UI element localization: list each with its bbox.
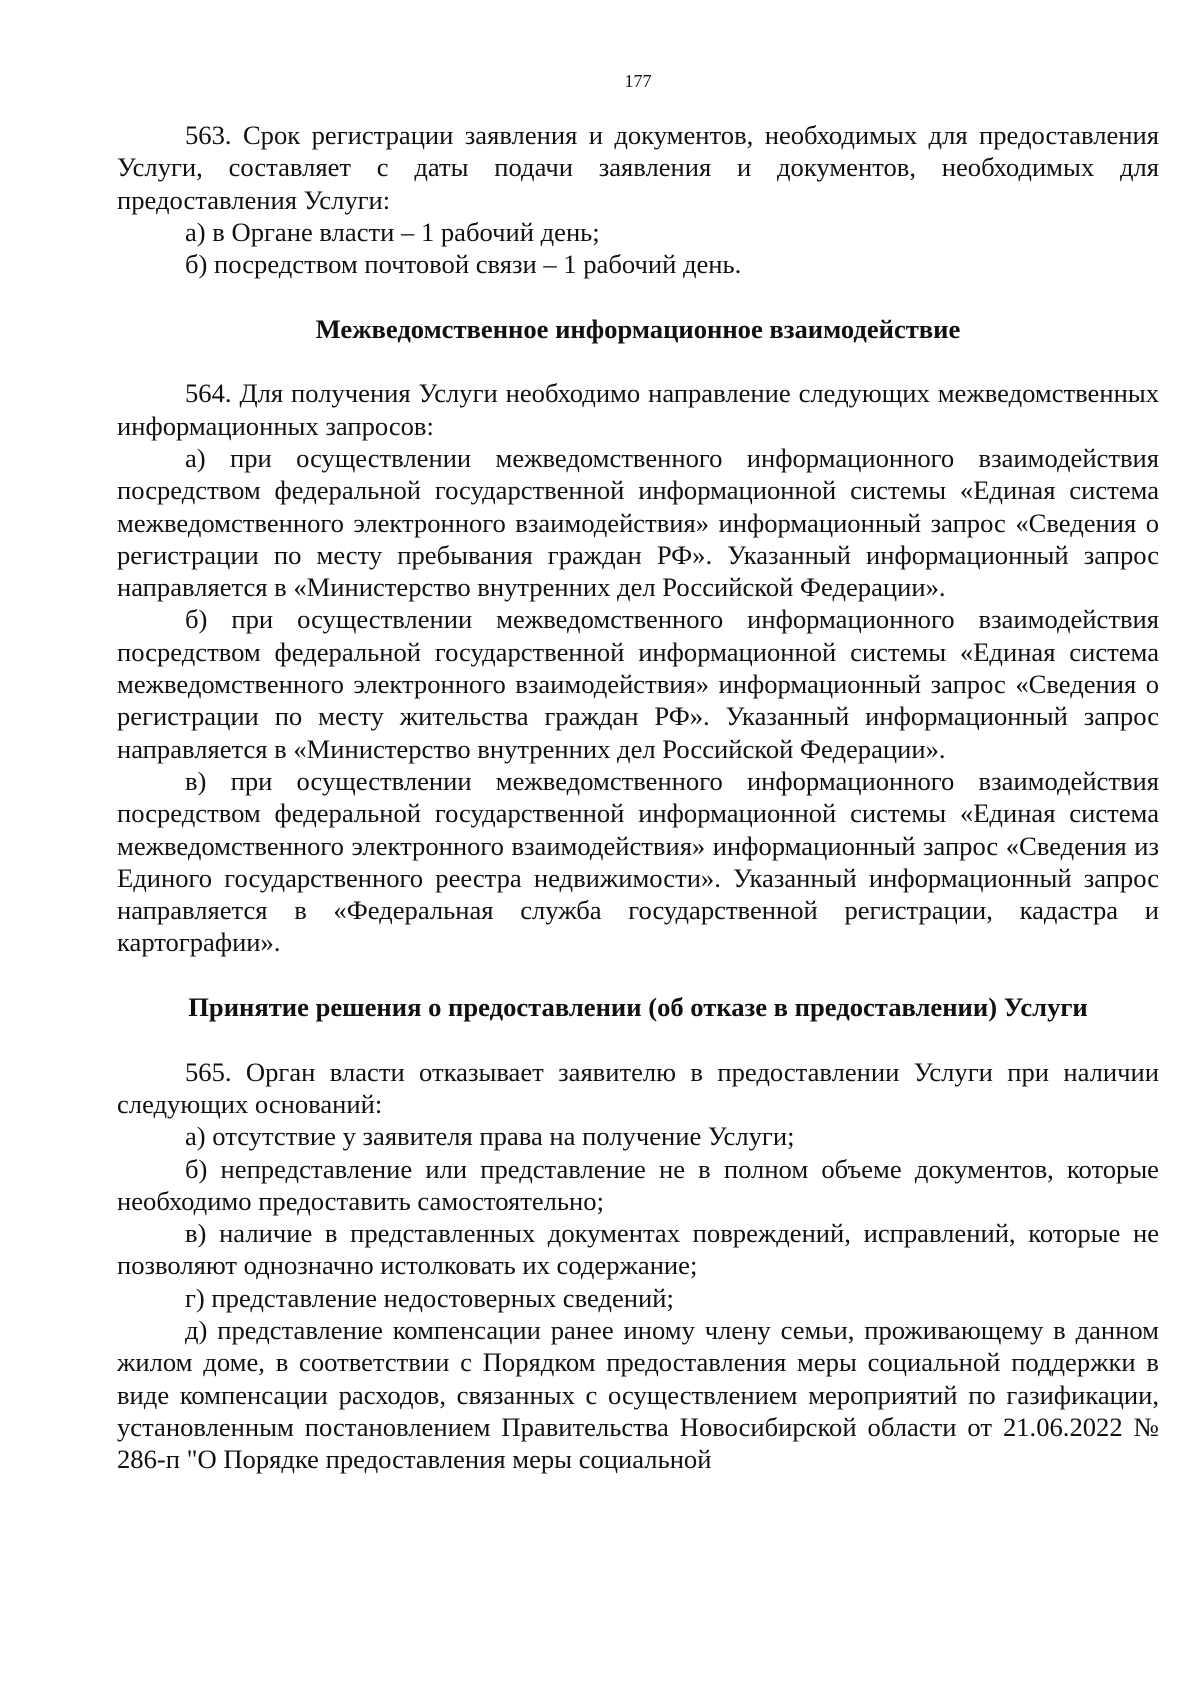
paragraph-565-d: г) представление недостоверных сведений; bbox=[185, 1282, 674, 1313]
paragraph-565-e: д) представление компенсации ранее иному члену семьи, проживающему в данном жилом доме, в соответствии с Порядком предоставления меры социальной поддержки в виде компенсации расходов, связанных с осуществлением мероприятий по газификации, установленным постановлением Правительства Новосибирской области от 21.06.2022 № 286-п "О Порядке предоставления меры социальной bbox=[117, 1314, 1159, 1475]
page-number: 177 bbox=[624, 71, 652, 91]
paragraph-564-c: в) при осуществлении межведомственного информационного взаимодействия посредством федеральной государственной информационной системы «Единая система межведомственного электронного взаимодействия» информационный запрос «Сведения из Единого государственного реестра недвижимости». Указанный информационный запрос направляется в «Федеральная служба государственной регистрации, кадастра и картографии». bbox=[117, 765, 1159, 958]
paragraph-565-a: а) отсутствие у заявителя права на получение Услуги; bbox=[185, 1121, 795, 1152]
spacer bbox=[117, 959, 1159, 991]
paragraph-565-b: б) непредставление или представление не в полном объеме документов, которые необходимо предоставить самостоятельно; bbox=[117, 1153, 1159, 1216]
spacer bbox=[117, 345, 1159, 377]
heading-decision: Принятие решения о предоставлении (об отказе в предоставлении) Услуги bbox=[188, 992, 1088, 1023]
paragraph-563-a: а) в Органе власти – 1 рабочий день; bbox=[185, 216, 600, 247]
paragraph-564-a: а) при осуществлении межведомственного информационного взаимодействия посредством федеральной государственной информационной системы «Единая система межведомственного электронного взаимодействия» информационный запрос «Сведения о регистрации по месту пребывания граждан РФ». Указанный информационный запрос направляется в «Министерство внутренних дел Российской Федерации». bbox=[117, 442, 1159, 603]
paragraph-564-b: б) при осуществлении межведомственного информационного взаимодействия посредством федеральной государственной информационной системы «Единая система межведомственного электронного взаимодействия» информационный запрос «Сведения о регистрации по месту жительства граждан РФ». Указанный информационный запрос направляется в «Министерство внутренних дел Российской Федерации». bbox=[117, 604, 1159, 764]
spacer bbox=[117, 1023, 1159, 1055]
paragraph-565-c: в) наличие в представленных документах повреждений, исправлений, которые не позволяют однозначно истолковать их содержание; bbox=[117, 1218, 1159, 1281]
paragraph-563-intro: 563. Срок регистрации заявления и документов, необходимых для предоставления Услуги, составляет с даты подачи заявления и документов, необходимых для предоставления Услуги: bbox=[117, 120, 1159, 215]
paragraph-564-intro: 564. Для получения Услуги необходимо направление следующих межведомственных информационных запросов: bbox=[117, 378, 1159, 441]
heading-interagency: Межведомственное информационное взаимодействие bbox=[315, 313, 961, 344]
document-body bbox=[117, 119, 1159, 1475]
spacer bbox=[117, 280, 1159, 312]
paragraph-563-b: б) посредством почтовой связи – 1 рабочий день. bbox=[185, 249, 742, 280]
paragraph-565-intro: 565. Орган власти отказывает заявителю в предоставлении Услуги при наличии следующих оснований: bbox=[117, 1056, 1159, 1119]
